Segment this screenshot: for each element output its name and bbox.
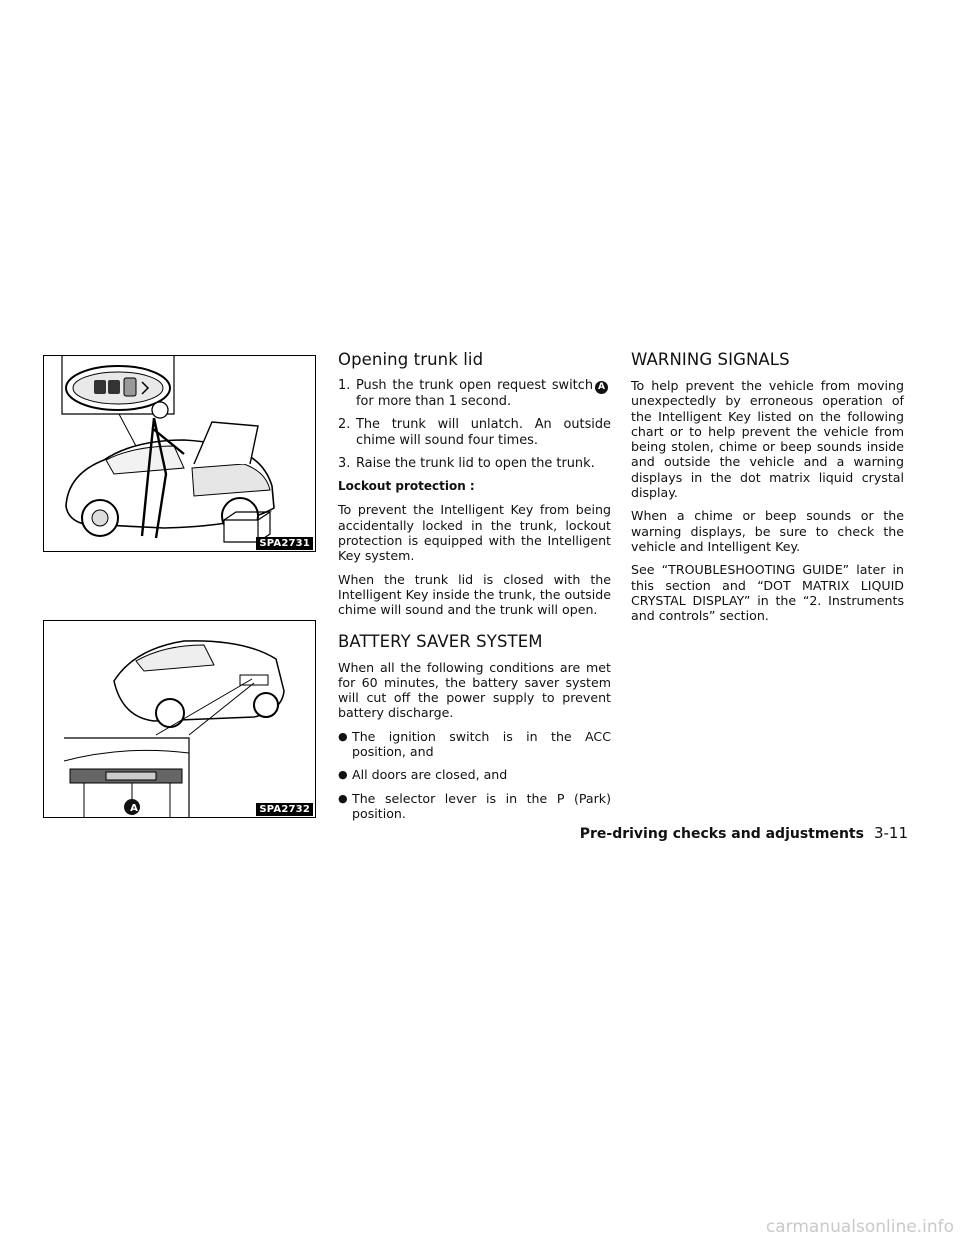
step-2 [338,417,611,448]
bullet-text: All doors are closed, and [352,767,508,783]
page-footer [580,824,908,842]
heading-opening-trunk-lid: Opening trunk lid [338,350,484,369]
bullet-icon: ● [338,768,348,782]
bullet-item [338,791,611,822]
watermark-link[interactable]: carmanualsonline.info [765,1217,954,1237]
callout-a-icon: A [595,381,608,394]
subheading-lockout-protection: Lockout protection : [338,479,475,494]
step-number: 1. [338,378,351,393]
bullet-text: The ignition switch is in the ACC position, and [352,728,611,760]
step-text: The trunk will unlatch. An outside chime will sound four times. [356,417,611,448]
figure-code-top: SPA2731 [256,537,313,550]
step-text-before: Push the trunk open request switch [356,378,593,393]
trunk-opening-illustration [44,356,315,551]
figure-trunk-switch [43,620,316,818]
step-number: 3. [338,455,351,471]
step-number: 2. [338,417,351,433]
paragraph-lockout-1: To prevent the Intelligent Key from being accidentally locked in the trunk, lockout protection is equipped with the Intelligent Key system. [338,502,611,564]
step-text [356,378,611,409]
paragraph-lockout-2: When the trunk lid is closed with the Intelligent Key inside the trunk, the outside chime will sound and the trunk will open. [338,571,611,618]
trunk-switch-illustration [44,621,315,817]
footer-section-title: Pre-driving checks and adjustments [579,826,864,842]
page-number: 3-11 [873,824,908,842]
bullet-icon: ● [338,729,348,743]
bullet-item [338,767,611,782]
step-text-after: for more than 1 second. [356,394,512,409]
step-1 [338,378,611,409]
paragraph-warning-2: When a chime or beep sounds or the warning displays, be sure to check the vehicle and Intelligent Key. [631,508,904,554]
callout-a-icon: A [130,803,138,814]
bullet-item [338,729,611,760]
step-3 [338,456,611,471]
figure-trunk-opening [43,355,316,552]
figure-code-bottom: SPA2732 [256,803,313,816]
bullet-text: The selector lever is in the P (Park) position. [352,790,611,821]
paragraph-battery-saver: When all the following conditions are met for 60 minutes, the battery saver system will cut off the power supply to prevent battery discharge. [338,659,611,721]
bullet-icon: ● [338,791,348,805]
paragraph-warning-1: To help prevent the vehicle from moving unexpectedly by erroneous operation of the Intelligent Key listed on the following chart or to help prevent the vehicle from being stolen, chime or beep sounds inside and outside the vehicle and a warning displays in the dot matrix liquid crystal display. [631,378,904,501]
heading-warning-signals: WARNING SIGNALS [631,350,790,369]
step-text: Raise the trunk lid to open the trunk. [356,455,595,471]
column-right [631,350,904,631]
paragraph-warning-3: See “TROUBLESHOOTING GUIDE” later in this section and “DOT MATRIX LIQUID CRYSTAL DISPLAY” in the “2. Instruments and controls” section. [631,562,904,624]
heading-battery-saver: BATTERY SAVER SYSTEM [338,631,543,651]
column-middle [338,350,611,829]
